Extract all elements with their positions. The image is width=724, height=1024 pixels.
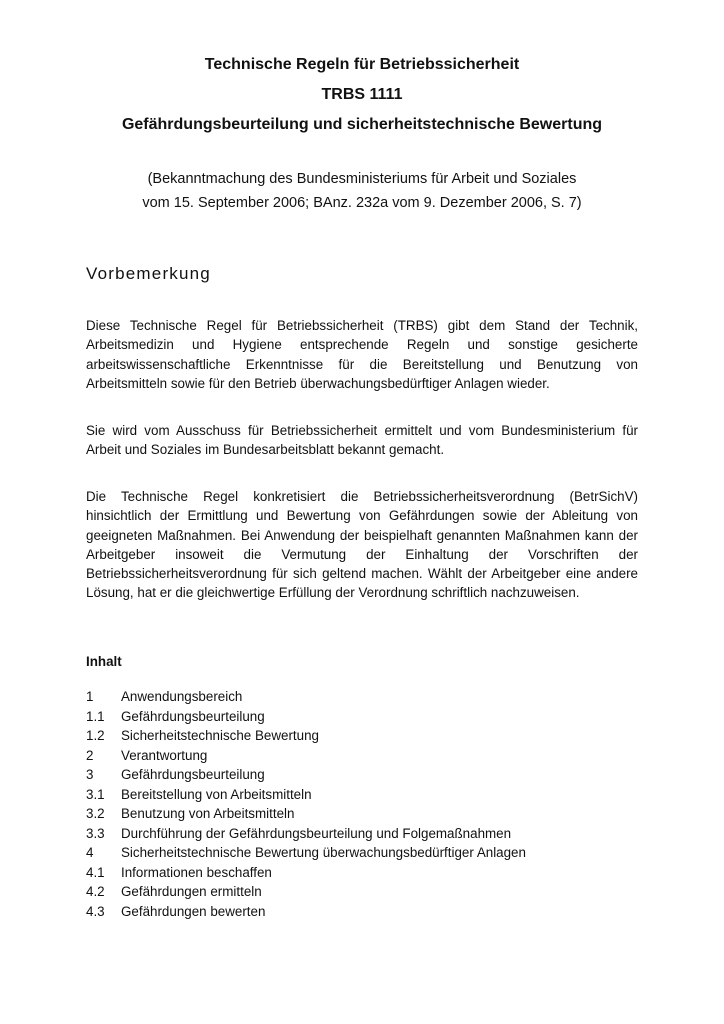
toc-item [86, 709, 646, 729]
toc-number: 1 [86, 689, 94, 704]
toc-label: Informationen beschaffen [121, 864, 272, 880]
document-title: Technische Regeln für Betriebssicherheit [204, 56, 520, 73]
toc-item [86, 767, 646, 787]
toc-number: 3.1 [86, 786, 105, 802]
toc-label: Bereitstellung von Arbeitsmitteln [121, 786, 312, 802]
toc-number: 4.3 [86, 903, 105, 919]
toc-number: 1.2 [86, 728, 105, 743]
preface-paragraph-1: Diese Technische Regel für Betriebssicherheit (TRBS) gibt dem Stand der Technik, Arbeitsmedizin und Hygiene entsprechende Regeln und sonstige gesicherte arbeitswissenschaftliche Erkenntnisse für die Bereitstellung und Benutzung von Arbeitsmitteln sowie für den Betrieb überwachungsbedürftiger Anlagen wieder. [86, 318, 638, 391]
toc-number: 3.2 [86, 806, 105, 821]
document-subtitle: Gefährdungsbeurteilung und sicherheitstechnische Bewertung [121, 116, 603, 133]
toc-item [86, 748, 646, 768]
toc-item [86, 845, 646, 865]
toc-number: 4 [86, 845, 94, 860]
toc-label: Gefährdungen bewerten [121, 903, 266, 919]
toc-number: 2 [86, 747, 94, 763]
toc-number: 1.1 [86, 708, 105, 724]
toc-item [86, 806, 646, 826]
toc-number: 3 [86, 767, 94, 782]
toc-number: 4.1 [86, 864, 105, 880]
section-heading-preface: Vorbemerkung [86, 264, 211, 283]
table-of-contents [86, 689, 646, 923]
toc-label: Gefährdungen ermitteln [121, 884, 262, 899]
toc-label: Sicherheitstechnische Bewertung überwachungsbedürftiger Anlagen [121, 845, 526, 860]
preface-paragraph-2: Sie wird vom Ausschuss für Betriebssicherheit ermittelt und vom Bundesministerium für Arbeit und Soziales im Bundesarbeitsblatt bekannt gemacht. [86, 423, 638, 458]
toc-item [86, 904, 646, 924]
toc-label: Gefährdungsbeurteilung [121, 767, 265, 782]
toc-label: Sicherheitstechnische Bewertung [121, 728, 319, 743]
toc-label: Gefährdungsbeurteilung [121, 708, 265, 724]
toc-item [86, 787, 646, 807]
toc-label: Benutzung von Arbeitsmitteln [121, 806, 295, 821]
toc-item [86, 689, 646, 709]
toc-item [86, 884, 646, 904]
preface-paragraph-3: Die Technische Regel konkretisiert die Betriebssicherheitsverordnung (BetrSichV) hinsichtlich der Ermittlung und Bewertung von Gefährdungen sowie der Ableitung von geeigneten Maßnahmen. Bei Anwendung der beispielhaft genannten Maßnahmen kann der Arbeitgeber insoweit die Vermutung der Einhaltung der Vorschriften der Betriebssicherheitsverordnung für sich geltend machen. Wählt der Arbeitgeber eine andere Lösung, hat er die gleichwertige Erfüllung der Verordnung schriftlich nachzuweisen. [86, 489, 638, 601]
toc-number: 3.3 [86, 825, 105, 841]
toc-label: Durchführung der Gefährdungsbeurteilung und Folgemaßnahmen [121, 825, 512, 841]
toc-item [86, 728, 646, 748]
toc-item [86, 865, 646, 885]
document-code: TRBS 1111 [321, 86, 403, 103]
publication-notice-line2: vom 15. September 2006; BAnz. 232a vom 9. Dezember 2006, S. 7) [142, 195, 582, 211]
contents-heading: Inhalt [86, 654, 122, 669]
publication-notice-line1: (Bekanntmachung des Bundesministeriums für Arbeit und Soziales [147, 171, 577, 187]
toc-label: Verantwortung [121, 747, 208, 763]
toc-number: 4.2 [86, 884, 105, 899]
toc-item [86, 826, 646, 846]
toc-label: Anwendungsbereich [121, 689, 243, 704]
